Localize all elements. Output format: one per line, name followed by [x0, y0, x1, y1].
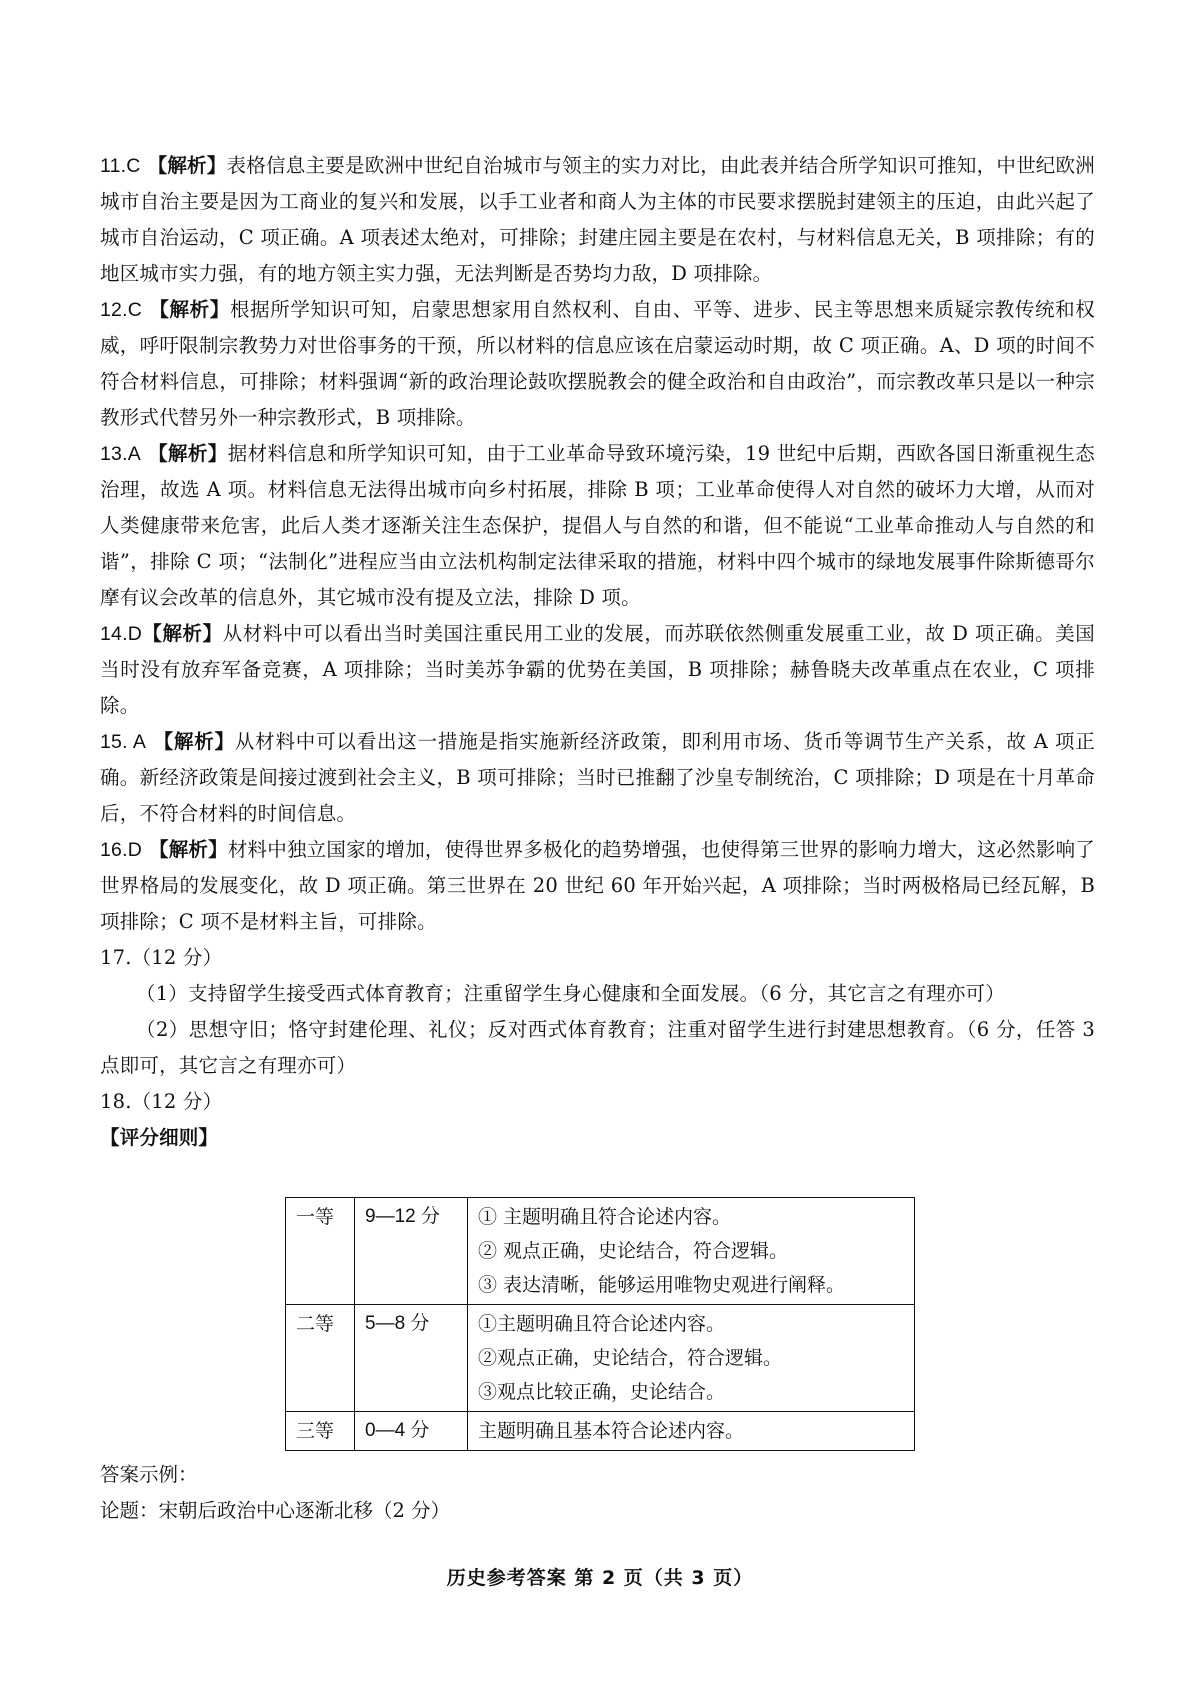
- analysis-tag: 【解析】: [140, 442, 228, 465]
- criterion: ③观点比较正确，史论结合。: [478, 1381, 726, 1403]
- question-18-heading: 18.（12 分）: [100, 1090, 223, 1113]
- grade-score: 9—12 分: [355, 1198, 468, 1305]
- example-thesis: 论题：宋朝后政治中心逐渐北移（2 分）: [100, 1499, 451, 1522]
- answer-14: [100, 616, 1095, 724]
- analysis-tag: 【解析】: [140, 154, 227, 177]
- rubric-title: 【评分细则】: [100, 1126, 219, 1149]
- grade-row-second: [286, 1305, 915, 1412]
- criterion: ② 观点正确，史论结合，符合逻辑。: [478, 1240, 789, 1262]
- criterion: ③ 表达清晰，能够运用唯物史观进行阐释。: [478, 1274, 846, 1296]
- analysis-text: 从材料中可以看出这一措施是指实施新经济政策，即利用市场、货币等调节生产关系，故 A 项正确。新经济政策是间接过渡到社会主义，B 项可排除；当时已推翻了沙皇专制统治，C 项排除；D 项是在十月革命后，不符合材料的时间信息。: [100, 730, 1095, 825]
- question-number: 15. A: [100, 731, 147, 753]
- analysis-tag: 【解析】: [142, 298, 230, 321]
- grade-score: 5—8 分: [355, 1305, 468, 1412]
- answer-12: [100, 292, 1095, 436]
- question-17-part-1: （1）支持留学生接受西式体育教育；注重留学生身心健康和全面发展。（6 分，其它言之有理亦可）: [136, 982, 1005, 1005]
- grade-criteria: [468, 1198, 915, 1305]
- answer-example: [100, 1457, 450, 1529]
- analysis-tag: 【解析】: [142, 622, 223, 645]
- analysis-text: 根据所学知识可知，启蒙思想家用自然权利、自由、平等、进步、民主等思想来质疑宗教传统和权威，呼吁限制宗教势力对世俗事务的干预，所以材料的信息应该在启蒙运动时期，故 C 项正确。A、D 项的时间不符合材料信息，可排除；材料强调“新的政治理论鼓吹摆脱教会的健全政治和自由政治”，而宗教改革只是以一种宗教形式代替另外一种宗教形式，B 项排除。: [100, 298, 1095, 429]
- analysis-text: 从材料中可以看出当时美国注重民用工业的发展，而苏联依然侧重发展重工业，故 D 项正确。美国当时没有放弃军备竞赛，A 项排除；当时美苏争霸的优势在美国，B 项排除；赫鲁晓夫改革重点在农业，C 项排除。: [100, 622, 1095, 717]
- answer-11: [100, 148, 1095, 292]
- analysis-tag: 【解析】: [146, 730, 235, 753]
- criterion: ①主题明确且符合论述内容。: [478, 1313, 726, 1335]
- question-number: 12.C: [100, 299, 142, 321]
- answer-15: [100, 724, 1095, 832]
- question-number: 11.C: [100, 155, 141, 177]
- criterion: ① 主题明确且符合论述内容。: [478, 1206, 732, 1228]
- grade-criteria: [468, 1305, 915, 1412]
- answer-16: [100, 832, 1095, 940]
- example-label: 答案示例：: [100, 1463, 198, 1486]
- question-17-part-2: （2）思想守旧；恪守封建伦理、礼仪；反对西式体育教育；注重对留学生进行封建思想教育。（6 分，任答 3 点即可，其它言之有理亦可）: [100, 1018, 1095, 1077]
- question-17-heading: 17.（12 分）: [100, 946, 223, 969]
- analysis-text: 表格信息主要是欧洲中世纪自治城市与领主的实力对比，由此表并结合所学知识可推知，中世纪欧洲城市自治主要是因为工商业的复兴和发展，以手工业者和商人为主体的市民要求摆脱封建领主的压迫，由此兴起了城市自治运动，C 项正确。A 项表述太绝对，可排除；封建庄园主要是在农村，与材料信息无关，B 项排除；有的地区城市实力强，有的地方领主实力强，无法判断是否势均力敌，D 项排除。: [100, 154, 1095, 285]
- grade-criteria: [468, 1412, 915, 1451]
- grade-score: 0—4 分: [355, 1412, 468, 1451]
- grade-level: 二等: [286, 1305, 355, 1412]
- grade-row-first: [286, 1198, 915, 1305]
- grade-row-third: [286, 1412, 915, 1451]
- question-number: 16.D: [100, 839, 142, 861]
- answer-content: [100, 148, 1095, 1156]
- grading-table: [285, 1197, 915, 1451]
- page-footer: 历史参考答案 第 2 页（共 3 页）: [446, 1567, 754, 1589]
- analysis-tag: 【解析】: [142, 838, 228, 861]
- grade-level: 三等: [286, 1412, 355, 1451]
- grade-level: 一等: [286, 1198, 355, 1305]
- question-number: 14.D: [100, 623, 142, 645]
- criterion: 主题明确且基本符合论述内容。: [478, 1420, 745, 1442]
- criterion: ②观点正确，史论结合，符合逻辑。: [478, 1347, 783, 1369]
- question-number: 13.A: [100, 443, 141, 465]
- analysis-text: 据材料信息和所学知识可知，由于工业革命导致环境污染，19 世纪中后期，西欧各国日渐重视生态治理，故选 A 项。材料信息无法得出城市向乡村拓展，排除 B 项；工业革命使得人对自然的破坏力大增，从而对人类健康带来危害，此后人类才逐渐关注生态保护，提倡人与自然的和谐，但不能说“工业革命推动人与自然的和谐”，排除 C 项；“法制化”进程应当由立法机构制定法律采取的措施，材料中四个城市的绿地发展事件除斯德哥尔摩有议会改革的信息外，其它城市没有提及立法，排除 D 项。: [100, 442, 1095, 609]
- analysis-text: 材料中独立国家的增加，使得世界多极化的趋势增强，也使得第三世界的影响力增大，这必然影响了世界格局的发展变化，故 D 项正确。第三世界在 20 世纪 60 年开始兴起，A 项排除；当时两极格局已经瓦解，B 项排除；C 项不是材料主旨，可排除。: [100, 838, 1095, 933]
- answer-13: [100, 436, 1095, 616]
